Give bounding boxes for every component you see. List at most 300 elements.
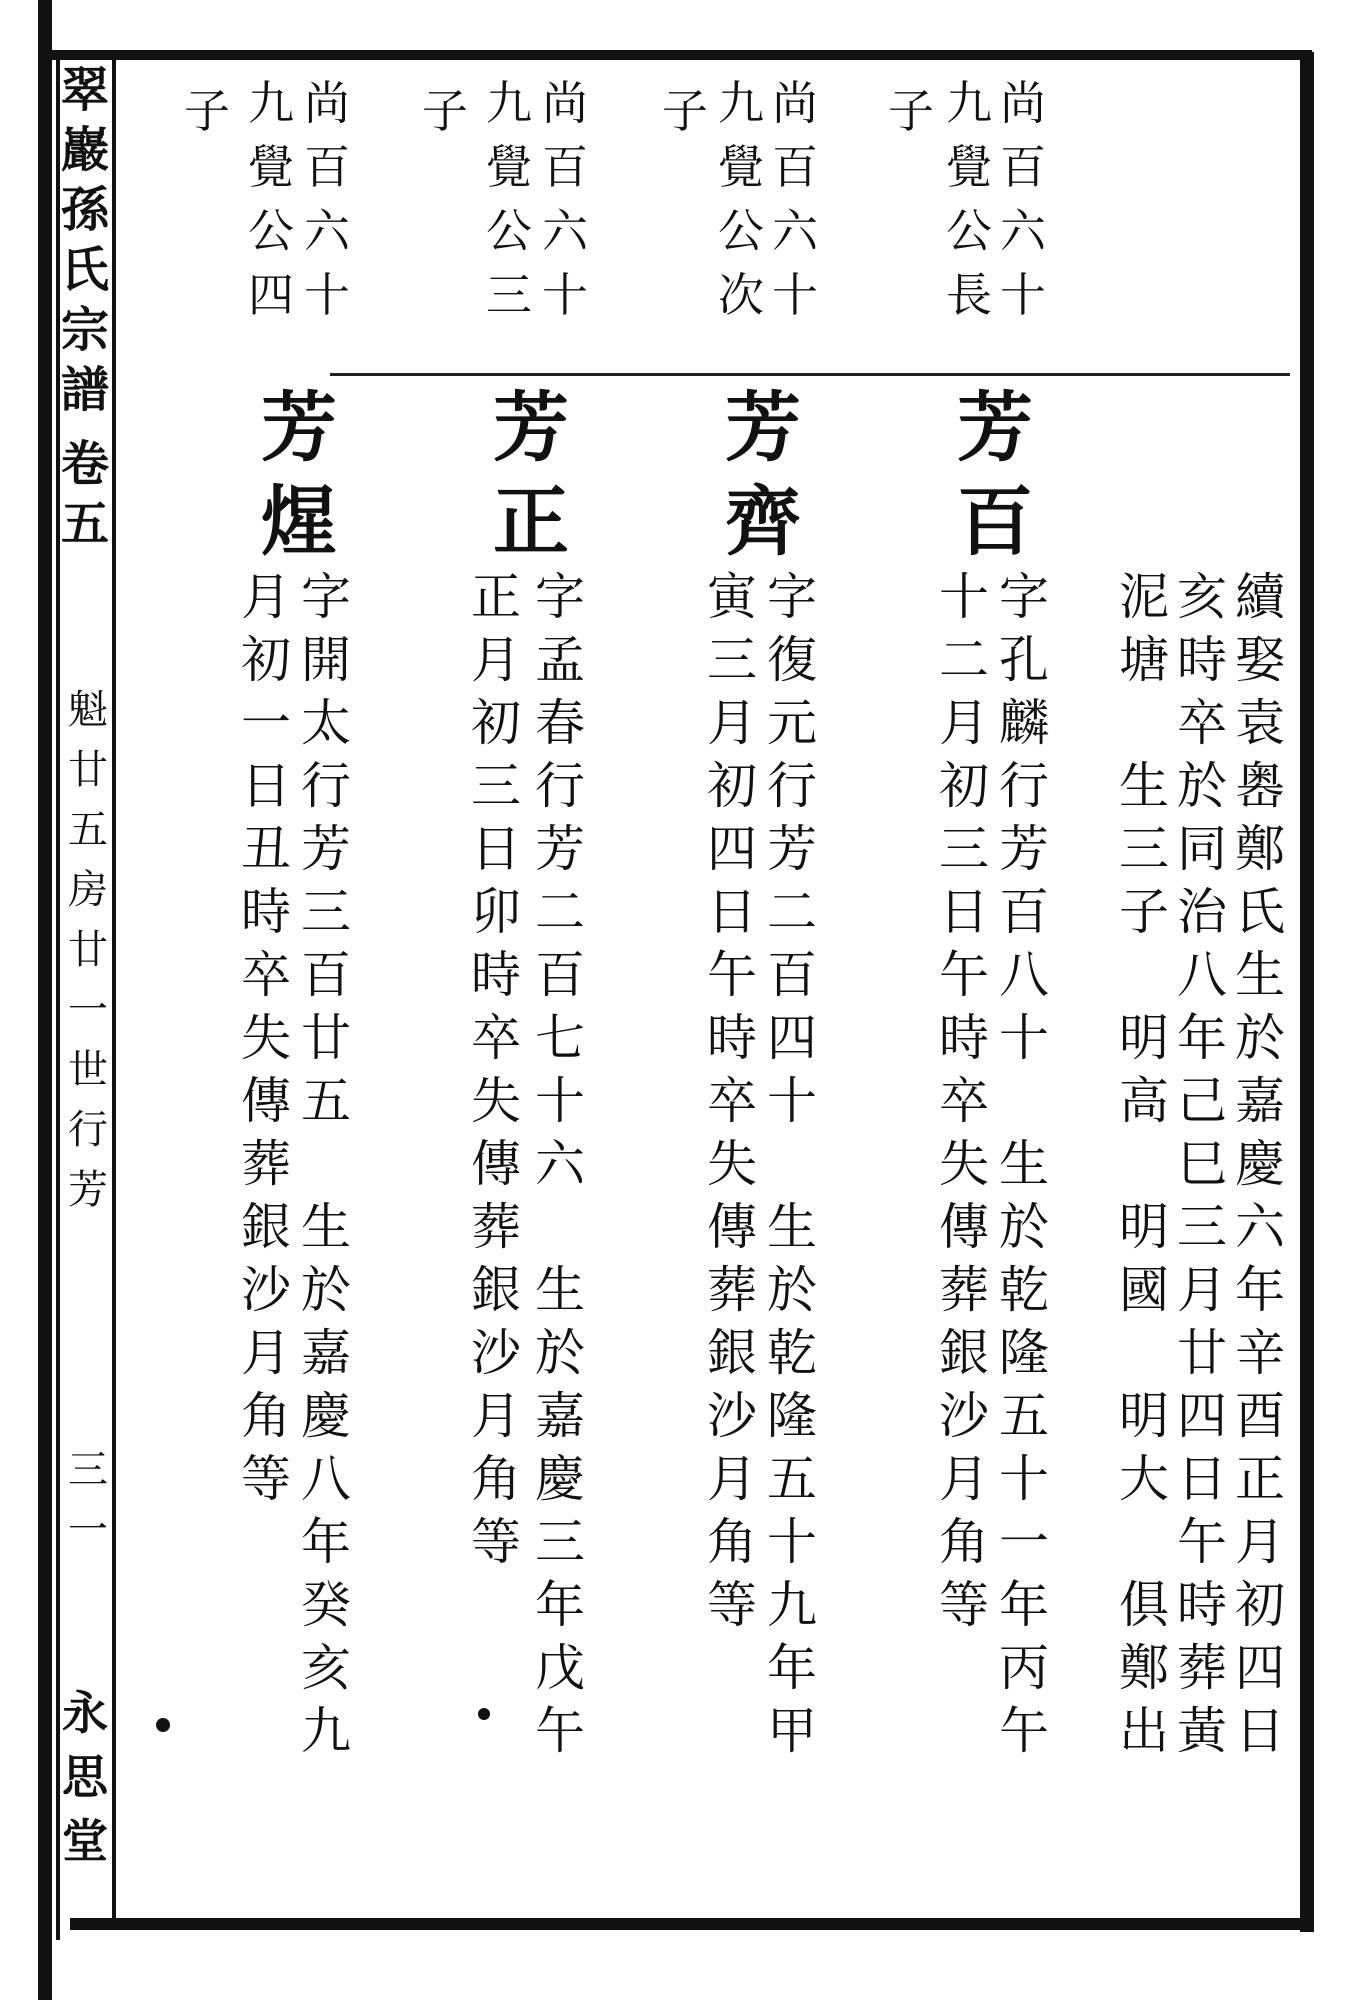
- glyph: 葬: [939, 1261, 989, 1319]
- glyph: 公: [946, 204, 992, 258]
- text-space: [301, 1139, 351, 1202]
- glyph: 九: [718, 76, 764, 130]
- continuation-line-1: [1174, 568, 1230, 1769]
- glyph: 子: [1119, 883, 1169, 941]
- glyph: 酉: [1235, 1387, 1285, 1445]
- glyph: 九: [248, 76, 294, 130]
- glyph: 十: [304, 268, 350, 322]
- glyph: 百: [301, 946, 351, 1004]
- glyph: 月: [707, 694, 757, 752]
- glyph: 子: [422, 84, 468, 138]
- parent-1-line1: [770, 76, 820, 336]
- glyph: 月: [241, 1324, 291, 1382]
- glyph: 月: [241, 568, 291, 626]
- glyph: 尚: [772, 76, 818, 130]
- glyph: 出: [1119, 1702, 1169, 1760]
- glyph: 芳: [535, 820, 585, 878]
- spine-branch: [66, 687, 110, 1230]
- glyph: 月: [939, 1450, 989, 1508]
- glyph: 氏: [1235, 883, 1285, 941]
- glyph: 六: [1235, 1198, 1285, 1256]
- glyph: 煋: [261, 477, 337, 566]
- parent-3-line2: [246, 76, 296, 336]
- glyph: 時: [1177, 1576, 1227, 1634]
- glyph: 長: [946, 268, 992, 322]
- glyph: 六: [1000, 204, 1046, 258]
- glyph: 乾: [767, 1324, 817, 1382]
- glyph: 七: [535, 1009, 585, 1067]
- glyph: 年: [1177, 1009, 1227, 1067]
- glyph: 四: [707, 820, 757, 878]
- glyph: 時: [707, 1009, 757, 1067]
- glyph: 等: [471, 1513, 521, 1571]
- glyph: 百: [542, 140, 588, 194]
- glyph: 癸: [301, 1576, 351, 1634]
- glyph: 芳: [957, 383, 1033, 472]
- glyph: 等: [241, 1450, 291, 1508]
- glyph: 隆: [999, 1324, 1049, 1382]
- glyph: 卒: [1177, 694, 1227, 752]
- glyph: 日: [471, 820, 521, 878]
- parent-0-line2: [944, 76, 994, 336]
- glyph: 生: [535, 1261, 585, 1319]
- glyph: 鄭: [1119, 1639, 1169, 1697]
- parent-1-line2: [716, 76, 766, 336]
- frame-top-border: [52, 50, 1312, 60]
- glyph: 九: [946, 76, 992, 130]
- glyph: 二: [939, 631, 989, 689]
- glyph: 於: [535, 1324, 585, 1382]
- glyph: 三: [939, 820, 989, 878]
- glyph: 六: [535, 1135, 585, 1193]
- glyph: 嘉: [535, 1387, 585, 1445]
- glyph: 俱: [1119, 1576, 1169, 1634]
- glyph: 公: [248, 204, 294, 258]
- glyph: 一: [241, 694, 291, 752]
- glyph: 年: [301, 1513, 351, 1571]
- glyph: 十: [772, 268, 818, 322]
- glyph: 傳: [939, 1198, 989, 1256]
- glyph: 四: [1235, 1639, 1285, 1697]
- glyph: 一: [68, 987, 108, 1033]
- entry-1-line-0: [764, 568, 820, 1769]
- entry-2-line-0: [532, 568, 588, 1769]
- continuation-line-0: [1232, 568, 1288, 1769]
- entry-0-line-0: [996, 568, 1052, 1769]
- spine-divider-line: [112, 60, 116, 1920]
- glyph: 午: [707, 946, 757, 1004]
- glyph: 己: [1177, 1072, 1227, 1130]
- glyph: 太: [301, 694, 351, 752]
- glyph: 翠: [60, 62, 109, 118]
- glyph: 九: [486, 76, 532, 130]
- glyph: 傳: [241, 1072, 291, 1130]
- glyph: 字: [999, 568, 1049, 626]
- glyph: 春: [535, 694, 585, 752]
- glyph: 公: [718, 204, 764, 258]
- parent-0-line3: [886, 84, 936, 138]
- glyph: 芳: [68, 1167, 108, 1213]
- glyph: 傳: [707, 1198, 757, 1256]
- frame-bottom-border: [70, 1918, 1310, 1930]
- glyph: 治: [1177, 883, 1227, 941]
- glyph: 嶴: [1235, 757, 1285, 815]
- entry-1-name: [718, 383, 808, 578]
- glyph: 泥: [1119, 568, 1169, 626]
- glyph: 傳: [471, 1135, 521, 1193]
- glyph: 慶: [535, 1450, 585, 1508]
- glyph: 正: [471, 568, 521, 626]
- glyph: 生: [301, 1198, 351, 1256]
- glyph: 嘉: [301, 1324, 351, 1382]
- glyph: 子: [184, 84, 230, 138]
- glyph: 卒: [939, 1072, 989, 1130]
- glyph: 葬: [1177, 1639, 1227, 1697]
- glyph: 時: [1177, 631, 1227, 689]
- glyph: 三: [1119, 820, 1169, 878]
- glyph: 孫: [60, 182, 109, 238]
- glyph: 五: [767, 1450, 817, 1508]
- glyph: 行: [68, 1107, 108, 1153]
- glyph: 生: [999, 1135, 1049, 1193]
- glyph: 亥: [301, 1639, 351, 1697]
- spine-hall-name: [60, 1686, 110, 1882]
- glyph: 廿: [301, 1009, 351, 1067]
- glyph: 日: [1235, 1702, 1285, 1760]
- glyph: 八: [301, 1450, 351, 1508]
- glyph: 芳: [493, 383, 569, 472]
- glyph: 行: [535, 757, 585, 815]
- glyph: 卒: [471, 1009, 521, 1067]
- entry-2-name: [486, 383, 576, 578]
- spine-title: [60, 62, 110, 426]
- glyph: 覺: [946, 140, 992, 194]
- glyph: 袁: [1235, 694, 1285, 752]
- glyph: 八: [1177, 946, 1227, 1004]
- glyph: 十: [999, 1450, 1049, 1508]
- glyph: 同: [1177, 820, 1227, 878]
- parent-1-line3: [660, 84, 710, 138]
- glyph: 四: [248, 268, 294, 322]
- glyph: 娶: [1235, 631, 1285, 689]
- glyph: 麟: [999, 694, 1049, 752]
- glyph: 月: [939, 694, 989, 752]
- glyph: 月: [707, 1450, 757, 1508]
- spine-page-number: [66, 1447, 110, 1570]
- glyph: 失: [241, 1009, 291, 1067]
- glyph: 初: [1235, 1576, 1285, 1634]
- glyph: 角: [707, 1513, 757, 1571]
- glyph: 失: [707, 1135, 757, 1193]
- glyph: 初: [471, 694, 521, 752]
- glyph: 字: [535, 568, 585, 626]
- parent-3-line1: [302, 76, 352, 336]
- glyph: 宗: [60, 302, 109, 358]
- text-space: [999, 1076, 1049, 1139]
- text-space: [1119, 698, 1169, 761]
- glyph: 沙: [241, 1261, 291, 1319]
- glyph: 五: [68, 807, 108, 853]
- glyph: 孟: [535, 631, 585, 689]
- glyph: 廿: [68, 747, 108, 793]
- glyph: 公: [486, 204, 532, 258]
- glyph: 子: [662, 84, 708, 138]
- glyph: 於: [999, 1198, 1049, 1256]
- glyph: 生: [1235, 946, 1285, 1004]
- glyph: 銀: [707, 1324, 757, 1382]
- glyph: 角: [939, 1513, 989, 1571]
- glyph: 齊: [725, 477, 801, 566]
- glyph: 孔: [999, 631, 1049, 689]
- glyph: 初: [241, 631, 291, 689]
- glyph: 失: [939, 1135, 989, 1193]
- entry-1-line-1: [704, 568, 760, 1643]
- glyph: 十: [939, 568, 989, 626]
- glyph: 卒: [241, 946, 291, 1004]
- text-space: [1119, 1139, 1169, 1202]
- glyph: 芳: [999, 820, 1049, 878]
- glyph: 芳: [301, 820, 351, 878]
- glyph: 十: [767, 1072, 817, 1130]
- glyph: 時: [241, 883, 291, 941]
- glyph: 續: [1235, 568, 1285, 626]
- glyph: 日: [1177, 1450, 1227, 1508]
- glyph: 三: [486, 268, 532, 322]
- glyph: 譜: [60, 362, 109, 418]
- glyph: 五: [999, 1387, 1049, 1445]
- text-space: [1119, 950, 1169, 1013]
- glyph: 銀: [241, 1198, 291, 1256]
- parent-0-line1: [998, 76, 1048, 336]
- glyph: 氏: [60, 242, 109, 298]
- glyph: 葬: [241, 1135, 291, 1193]
- glyph: 十: [767, 1513, 817, 1571]
- frame-left-border: [38, 0, 52, 2000]
- glyph: 葬: [471, 1198, 521, 1256]
- spine-volume: [60, 436, 110, 560]
- glyph: 慶: [301, 1387, 351, 1445]
- glyph: 百: [767, 946, 817, 1004]
- glyph: 行: [767, 757, 817, 815]
- glyph: 丙: [999, 1639, 1049, 1697]
- glyph: 卯: [471, 883, 521, 941]
- glyph: 月: [471, 1387, 521, 1445]
- glyph: 日: [707, 883, 757, 941]
- glyph: 魁: [68, 687, 108, 733]
- glyph: 角: [241, 1387, 291, 1445]
- glyph: 三: [68, 1447, 108, 1493]
- glyph: 失: [471, 1072, 521, 1130]
- glyph: 思: [62, 1750, 108, 1804]
- glyph: 三: [535, 1513, 585, 1571]
- entry-3-line-1: [238, 568, 294, 1517]
- glyph: 鄭: [1235, 820, 1285, 878]
- glyph: 廿: [68, 927, 108, 973]
- glyph: 百: [999, 883, 1049, 941]
- glyph: 字: [767, 568, 817, 626]
- glyph: 午: [535, 1702, 585, 1760]
- glyph: 辛: [1235, 1324, 1285, 1382]
- glyph: 行: [999, 757, 1049, 815]
- glyph: 二: [767, 883, 817, 941]
- glyph: 一: [68, 1507, 108, 1553]
- parent-2-line3: [420, 84, 470, 138]
- glyph: 子: [888, 84, 934, 138]
- glyph: 午: [1177, 1513, 1227, 1571]
- glyph: 生: [1119, 757, 1169, 815]
- glyph: 十: [542, 268, 588, 322]
- glyph: 生: [767, 1198, 817, 1256]
- glyph: 隆: [767, 1387, 817, 1445]
- glyph: 六: [304, 204, 350, 258]
- glyph: 復: [767, 631, 817, 689]
- glyph: 正: [1235, 1450, 1285, 1508]
- glyph: 日: [241, 757, 291, 815]
- glyph: 覺: [718, 140, 764, 194]
- glyph: 乾: [999, 1261, 1049, 1319]
- glyph: 銀: [471, 1261, 521, 1319]
- glyph: 等: [707, 1576, 757, 1634]
- parent-2-line1: [540, 76, 590, 336]
- glyph: 百: [535, 946, 585, 1004]
- glyph: 初: [939, 757, 989, 815]
- glyph: 黃: [1177, 1702, 1227, 1760]
- glyph: 三: [707, 631, 757, 689]
- glyph: 月: [1235, 1513, 1285, 1571]
- glyph: 角: [471, 1450, 521, 1508]
- glyph: 日: [939, 883, 989, 941]
- glyph: 巖: [60, 122, 109, 178]
- glyph: 百: [304, 140, 350, 194]
- glyph: 年: [999, 1576, 1049, 1634]
- glyph: 午: [999, 1702, 1049, 1760]
- glyph: 巳: [1177, 1135, 1227, 1193]
- ink-dot: [156, 1718, 170, 1732]
- glyph: 國: [1119, 1261, 1169, 1319]
- glyph: 丑: [241, 820, 291, 878]
- text-space: [767, 1139, 817, 1202]
- glyph: 四: [1177, 1387, 1227, 1445]
- glyph: 字: [301, 568, 351, 626]
- glyph: 六: [772, 204, 818, 258]
- glyph: 月: [471, 631, 521, 689]
- glyph: 芳: [725, 383, 801, 472]
- glyph: 年: [535, 1576, 585, 1634]
- entry-2-line-1: [468, 568, 524, 1580]
- glyph: 戊: [535, 1639, 585, 1697]
- glyph: 甲: [767, 1702, 817, 1760]
- entry-0-name: [950, 383, 1040, 578]
- glyph: 明: [1119, 1387, 1169, 1445]
- glyph: 年: [1235, 1261, 1285, 1319]
- glyph: 卒: [707, 1072, 757, 1130]
- glyph: 九: [301, 1702, 351, 1760]
- glyph: 於: [1235, 1009, 1285, 1067]
- glyph: 五: [60, 496, 109, 552]
- glyph: 芳: [767, 820, 817, 878]
- glyph: 年: [767, 1639, 817, 1697]
- glyph: 高: [1119, 1072, 1169, 1130]
- text-space: [1119, 1517, 1169, 1580]
- glyph: 明: [1119, 1009, 1169, 1067]
- glyph: 三: [301, 883, 351, 941]
- glyph: 世: [68, 1047, 108, 1093]
- glyph: 沙: [939, 1387, 989, 1445]
- glyph: 嘉: [1235, 1072, 1285, 1130]
- glyph: 百: [957, 477, 1033, 566]
- glyph: 於: [301, 1261, 351, 1319]
- glyph: 月: [1177, 1261, 1227, 1319]
- generation-divider: [330, 373, 1290, 376]
- text-space: [1119, 1328, 1169, 1391]
- glyph: 三: [471, 757, 521, 815]
- text-space: [535, 1202, 585, 1265]
- glyph: 寅: [707, 568, 757, 626]
- entry-3-line-0: [298, 568, 354, 1769]
- glyph: 正: [493, 477, 569, 566]
- glyph: 九: [767, 1576, 817, 1634]
- glyph: 銀: [939, 1324, 989, 1382]
- glyph: 廿: [1177, 1324, 1227, 1382]
- glyph: 於: [1177, 757, 1227, 815]
- glyph: 明: [1119, 1198, 1169, 1256]
- glyph: 大: [1119, 1450, 1169, 1508]
- glyph: 四: [767, 1009, 817, 1067]
- glyph: 午: [939, 946, 989, 1004]
- parent-3-line3: [182, 84, 232, 138]
- glyph: 十: [535, 1072, 585, 1130]
- glyph: 房: [68, 867, 108, 913]
- glyph: 永: [62, 1686, 108, 1740]
- glyph: 塘: [1119, 631, 1169, 689]
- glyph: 亥: [1177, 568, 1227, 626]
- glyph: 堂: [62, 1814, 108, 1868]
- glyph: 十: [999, 1009, 1049, 1067]
- ink-dot: [478, 1708, 490, 1720]
- glyph: 六: [542, 204, 588, 258]
- glyph: 一: [999, 1513, 1049, 1571]
- glyph: 沙: [471, 1324, 521, 1382]
- glyph: 尚: [1000, 76, 1046, 130]
- glyph: 次: [718, 268, 764, 322]
- glyph: 二: [535, 883, 585, 941]
- glyph: 時: [939, 1009, 989, 1067]
- entry-0-line-1: [936, 568, 992, 1643]
- glyph: 等: [939, 1576, 989, 1634]
- glyph: 十: [1000, 268, 1046, 322]
- glyph: 百: [772, 140, 818, 194]
- parent-2-line2: [484, 76, 534, 336]
- glyph: 沙: [707, 1387, 757, 1445]
- glyph: 百: [1000, 140, 1046, 194]
- glyph: 覺: [248, 140, 294, 194]
- glyph: 芳: [261, 383, 337, 472]
- glyph: 三: [1177, 1198, 1227, 1256]
- glyph: 尚: [542, 76, 588, 130]
- glyph: 元: [767, 694, 817, 752]
- glyph: 於: [767, 1261, 817, 1319]
- glyph: 開: [301, 631, 351, 689]
- glyph: 葬: [707, 1261, 757, 1319]
- glyph: 八: [999, 946, 1049, 1004]
- glyph: 五: [301, 1072, 351, 1130]
- glyph: 尚: [304, 76, 350, 130]
- frame-right-border: [1300, 52, 1314, 1932]
- glyph: 慶: [1235, 1135, 1285, 1193]
- glyph: 覺: [486, 140, 532, 194]
- glyph: 初: [707, 757, 757, 815]
- continuation-line-2: [1116, 568, 1172, 1769]
